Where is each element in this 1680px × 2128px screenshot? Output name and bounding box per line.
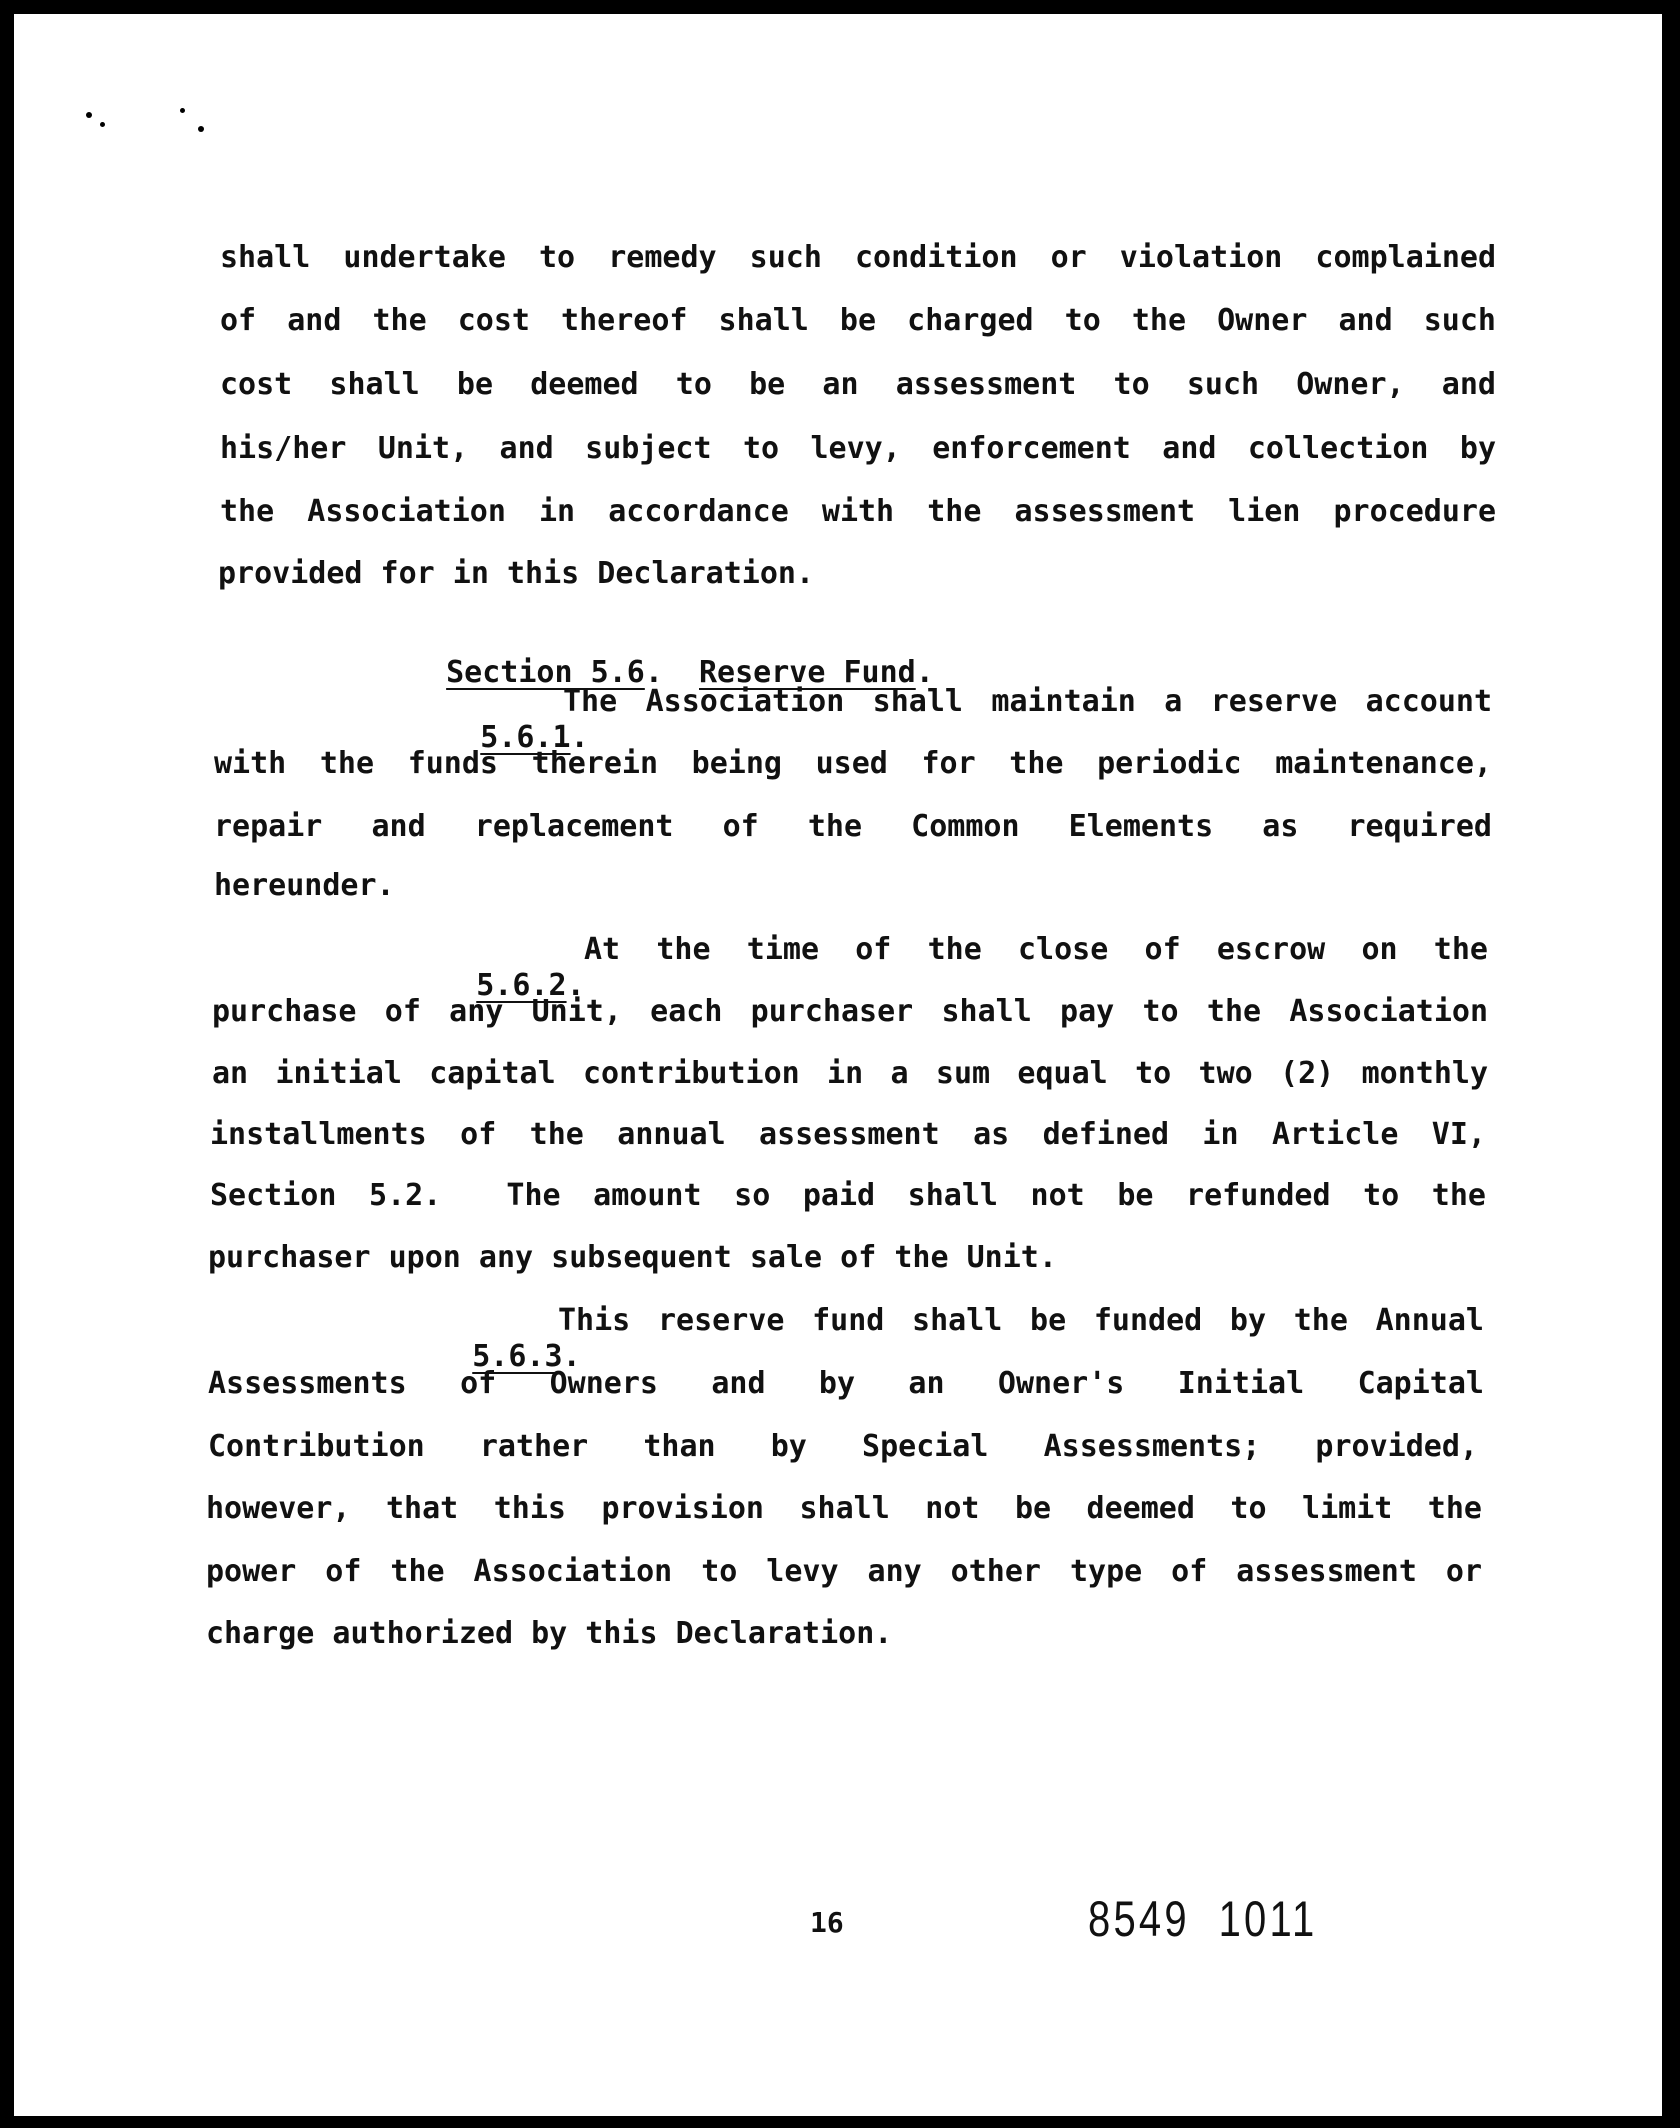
subsection-5-6-3-line: charge authorized by this Declaration. (206, 1616, 893, 1651)
page-number: 16 (810, 1906, 844, 1939)
subsection-5-6-2-line: Section 5.2. The amount so paid shall not be refunded to the (210, 1178, 1486, 1213)
document-number (1088, 1890, 1346, 1948)
section-number: Section 5.6 (446, 655, 645, 690)
subsection-5-6-2-line: purchase of any Unit, each purchaser shall pay to the Association (212, 994, 1488, 1029)
subsection-5-6-2-line: an initial capital contribution in a sum equal to two (2) monthly (212, 1056, 1488, 1091)
subsection-number: 5.6.1 (480, 720, 571, 755)
subsection-5-6-1-line: repair and replacement of the Common Elements as required (214, 809, 1492, 844)
paragraph-1-line: of and the cost thereof shall be charged to the Owner and such (220, 303, 1496, 338)
scan-speck (198, 126, 204, 132)
section-title: Reserve Fund (699, 655, 916, 690)
paragraph-1-line: the Association in accordance with the assessment lien procedure (220, 494, 1496, 529)
subsection-number: 5.6.3 (472, 1339, 563, 1374)
scan-speck (100, 122, 105, 127)
document-number-part1: 8549 (1088, 1891, 1190, 1947)
paragraph-1-line: shall undertake to remedy such condition or violation complained (220, 240, 1496, 275)
scan-speck (180, 108, 185, 113)
scan-speck (86, 112, 92, 118)
subsection-5-6-3-line: Contribution rather than by Special Assessments; provided, (208, 1429, 1478, 1464)
subsection-5-6-1-line: with the funds therein being used for the periodic maintenance, (214, 746, 1492, 781)
subsection-5-6-1-first-line: 5.6.1. The Association shall maintain a reserve account (480, 684, 1492, 755)
subsection-5-6-3-first-line: 5.6.3. This reserve fund shall be funded by the Annual (472, 1303, 1484, 1374)
paragraph-1-line: provided for in this Declaration. (218, 556, 815, 591)
subsection-5-6-2-line: purchaser upon any subsequent sale of the Unit. (208, 1240, 1057, 1275)
subsection-5-6-3-line: Assessments of Owners and by an Owner's Initial Capital (208, 1366, 1484, 1401)
subsection-5-6-1-line: hereunder. (214, 868, 395, 903)
subsection-number: 5.6.2 (476, 968, 567, 1003)
paragraph-1-line: his/her Unit, and subject to levy, enforcement and collection by (220, 431, 1496, 466)
subsection-5-6-2-first-line: 5.6.2. At the time of the close of escrow on the (476, 932, 1488, 1003)
subsection-5-6-2-line: installments of the annual assessment as defined in Article VI, (210, 1117, 1486, 1152)
subsection-5-6-3-line: however, that this provision shall not be deemed to limit the (206, 1491, 1482, 1526)
section-heading: Section 5.6. Reserve Fund. (446, 655, 934, 690)
document-number-part2: 1011 (1218, 1891, 1318, 1947)
paragraph-1-line: cost shall be deemed to be an assessment to such Owner, and (220, 367, 1496, 402)
subsection-5-6-3-line: power of the Association to levy any other type of assessment or (206, 1554, 1482, 1589)
